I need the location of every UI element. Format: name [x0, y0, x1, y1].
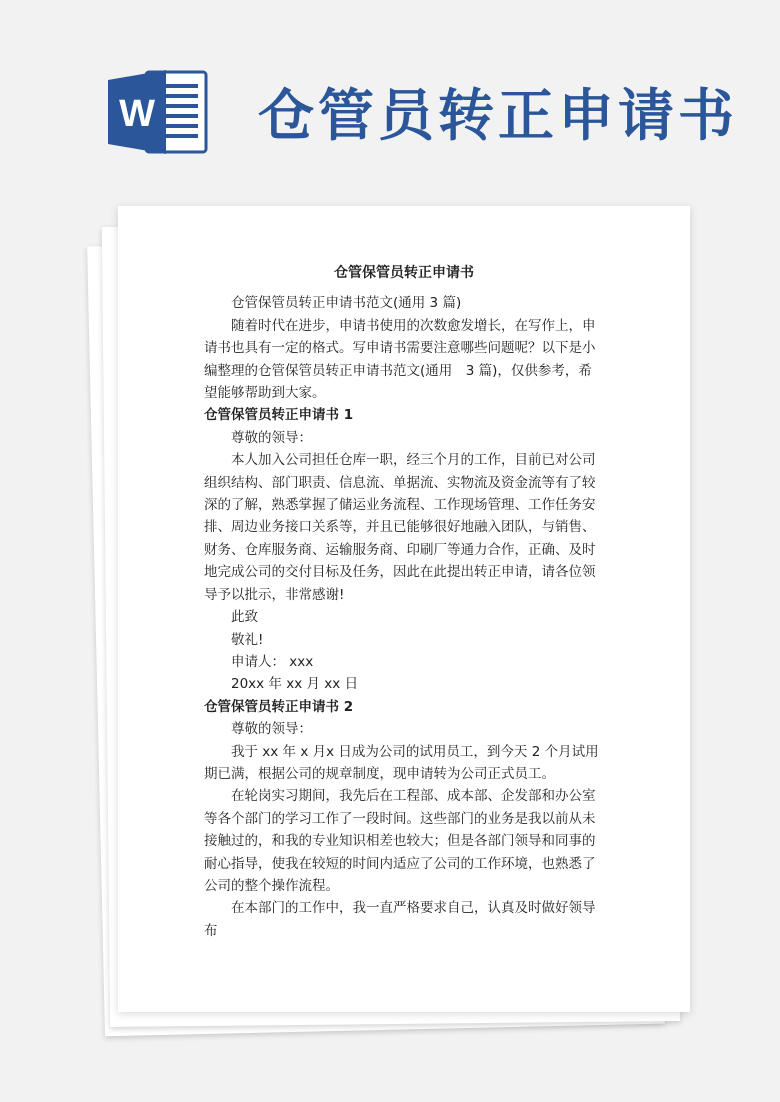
header-banner	[0, 0, 780, 190]
paragraph: 敬礼!	[231, 631, 264, 648]
paragraph: 在本部门的工作中，我一直严格要求自己，认真及时做好领导布	[204, 900, 596, 939]
paragraph: 尊敬的领导：	[231, 721, 312, 738]
paragraph: 此致	[231, 609, 258, 626]
section-heading: 仓管保管员转正申请书 2	[204, 698, 354, 715]
word-icon	[108, 68, 208, 156]
document-body	[204, 292, 604, 942]
page-title: 仓管员转正申请书	[258, 84, 738, 149]
paragraph: 随着时代在进步，申请书使用的次数愈发增长，在写作上，申请书也具有一定的格式。写申请书需要注意哪些问题呢？以下是小编整理的仓管保管员转正申请书范文(通用 3 篇)，仅供参考，希望能够帮助到大家。	[204, 317, 596, 402]
paragraph: 我于 xx 年 x 月x 日成为公司的试用员工，到今天 2 个月试用期已满，根据公司的规章制度，现申请转为公司正式员工。	[204, 743, 599, 782]
paragraph: 本人加入公司担任仓库一职，经三个月的工作，目前已对公司组织结构、部门职责、信息流、单据流、实物流及资金流等有了较深的了解，熟悉掌握了储运业务流程、工作现场管理、工作任务安排、周边业务接口关系等，并且已能够很好地融入团队，与销售、财务、仓库服务商、运输服务商、印刷厂等通力合作，正确、及时地完成公司的交付目标及任务，因此在此提出转正申请，请各位领导予以批示，非常感谢!	[204, 452, 596, 603]
word-logo-letter: W	[119, 93, 155, 135]
section-heading: 仓管保管员转正申请书 1	[204, 407, 354, 424]
document-page	[118, 206, 690, 1012]
paragraph: 申请人： xxx	[231, 653, 314, 670]
paragraph: 仓管保管员转正申请书范文(通用 3 篇)	[231, 295, 462, 312]
document-title: 仓管保管员转正申请书	[334, 265, 474, 281]
paragraph: 尊敬的领导：	[231, 429, 312, 446]
paragraph: 在轮岗实习期间，我先后在工程部、成本部、企发部和办公室等各个部门的学习工作了一段时间。这些部门的业务是我以前从未接触过的，和我的专业知识相差也较大；但是各部门领导和同事的耐心指导，使我在较短的时间内适应了公司的工作环境，也熟悉了公司的整个操作流程。	[204, 788, 596, 894]
document-content	[204, 262, 604, 942]
paragraph: 20xx 年 xx 月 xx 日	[231, 676, 359, 693]
